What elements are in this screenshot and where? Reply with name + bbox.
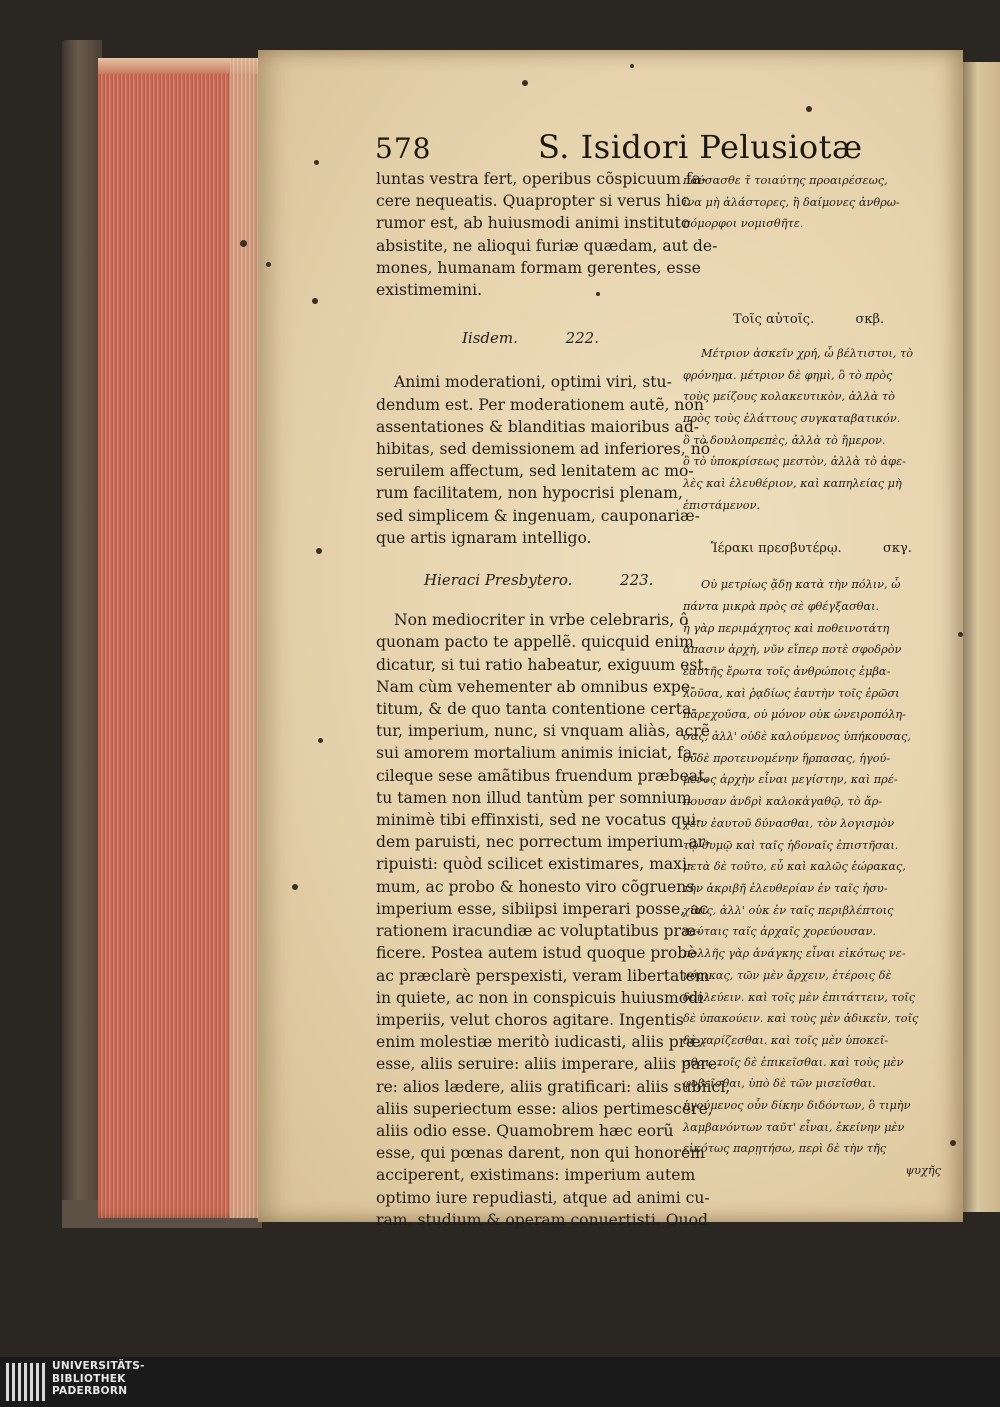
text-line: mum, ac probo & honesto viro cõgruens [376, 877, 695, 896]
text-line: tu tamen non illud tantùm per somnium [376, 788, 692, 807]
text-line: δουλεύειν. καὶ τοῖς μὲν ἐπιτάττειν, τοῖς [683, 990, 916, 1004]
text-line: οὐδὲ προτεινομένην ἥρπασας, ἡγού- [683, 751, 891, 765]
book-cover-edge [62, 40, 102, 1220]
latin-paragraph [376, 168, 718, 301]
text-line: ἡγούμενος οὖν δίκην διδόντων, ὃ τιμὴν [683, 1099, 911, 1113]
greek-paragraph [683, 343, 941, 517]
text-line: rationem iracundiæ ac voluptatibus præ- [376, 922, 701, 941]
library-name [52, 1360, 145, 1398]
text-line: ἅπασιν ἀρχὴ, νῦν εἴπερ ποτὲ σφοδρὸν [683, 643, 902, 657]
text-line: τῷ θυμῷ καὶ ταῖς ἡδοναῖς ἐπιστῆσαι. [683, 838, 899, 852]
letter-heading [376, 569, 668, 591]
library-footer [0, 1357, 1000, 1407]
text-line: existimemini. [376, 281, 483, 300]
text-line: titum, & de quo tanta contentione certa- [376, 700, 697, 719]
text-line: Οὐ μετρίως ᾄδῃ κατὰ τὴν πόλιν, ὦ [701, 578, 901, 592]
text-line: sed simplicem & ingenuam, cauponariæ- [376, 506, 700, 525]
text-line: cileque sese amãtibus fruendum præbeat, [376, 766, 710, 785]
text-line: ἵνα μὴ ἀλάστορες, ἢ δαίμονες ἀνθρω- [683, 195, 900, 209]
wormhole [630, 64, 634, 68]
text-line: νόμικας, τῶν μὲν ἄρχειν, ἑτέροις δὲ [683, 968, 892, 982]
text-line: sui amorem mortalium animis iniciat, fa- [376, 744, 698, 763]
text-line: παύσασθε τ̃ τοιαύτης προαιρέσεως, [683, 174, 888, 187]
text-line: imperiis, velut choros agitare. Ingentis [376, 1010, 684, 1029]
letter-heading [683, 309, 941, 331]
text-line: παρεχοῦσα, οὐ μόνον οὐκ ὠνειροπόλη- [683, 708, 906, 722]
text-line: τὴν ἀκριβῆ ἐλευθερίαν ἐν ταῖς ἡσυ- [683, 881, 888, 895]
page-edges-light [230, 58, 260, 1218]
text-line: acciperent, existimans: imperium autem [376, 1166, 696, 1185]
text-line: imperium esse, sibiipsi imperari posse, ac [376, 899, 709, 918]
text-line: μετὰ δὲ τοῦτο, εὖ καὶ καλῶς ἑώρακας, [683, 860, 906, 874]
text-line: ἑαυτῆς ἔρωτα τοῖς ἀνθρώποις ἐμβα- [683, 664, 891, 678]
heading-line: Τοῖς αὐτοῖς. σκβ. [733, 312, 885, 328]
text-line: χίαις, ἀλλ' οὐκ ἐν ταῖς περιβλέπτοις [683, 903, 894, 917]
heading-line: Ἱέρακι πρεσβυτέρῳ. σκγ. [711, 541, 912, 557]
greek-paragraph [683, 574, 941, 1160]
wormhole [522, 80, 528, 86]
latin-paragraph [376, 371, 711, 549]
text-line: λὲς καὶ ἐλευθέριον, καὶ καπηλείας μὴ [683, 477, 902, 491]
text-line: σας, ἀλλ' οὐδὲ καλούμενος ὑπήκουσας, [683, 730, 911, 744]
catchword [683, 1160, 941, 1182]
letter-heading [376, 327, 668, 349]
wormhole [806, 106, 812, 112]
text-line: λοῦσα, καὶ ῥᾳδίως ἑαυτὴν τοῖς ἐρῶσι [683, 686, 900, 700]
heading-line: Iisdem. 222. [462, 329, 599, 348]
text-line: dendum est. Per moderationem autẽ, non [376, 395, 704, 414]
text-line: rumor est, ab huiusmodi animi instituto [376, 214, 691, 233]
running-head: S. Isidori Pelusiotæ [538, 128, 863, 166]
text-line: λαμβανόντων ταῦτ' εἶναι, ἐκείνην μὲν [683, 1120, 905, 1134]
text-line: σθαι, τοῖς δὲ ἐπικεῖσθαι. καὶ τοὺς μὲν [683, 1055, 904, 1069]
facing-page-edge [962, 62, 1000, 1212]
text-line: absistite, ne alioqui furiæ quædam, aut de- [376, 236, 718, 255]
greek-paragraph [683, 170, 941, 235]
library-name-line: UNIVERSITÄTS- [52, 1360, 145, 1372]
wormhole [318, 738, 323, 743]
text-line: φρόνημα. μέτριον δὲ φημὶ, ὃ τὸ πρὸς [683, 368, 893, 382]
text-line: esse, qui pœnas darent, non qui honorem [376, 1144, 705, 1163]
text-line: cere nequeatis. Quapropter si verus hic [376, 192, 690, 211]
wormhole [266, 262, 271, 267]
text-line: Non mediocriter in vrbe celebraris, ô [394, 611, 689, 630]
wormhole [240, 240, 247, 247]
text-line: dicatur, si tui ratio habeatur, exiguum est. [376, 655, 709, 674]
text-line: mones, humanam formam gerentes, esse [376, 258, 701, 277]
wormhole [950, 1140, 956, 1146]
library-logo-icon [6, 1363, 46, 1401]
text-line: Animi moderationi, optimi viri, stu- [394, 373, 672, 392]
text-line: ripuisti: quòd scilicet existimares, maxi- [376, 855, 693, 874]
wormhole [958, 632, 963, 637]
text-line: εἰκότως παρῃτήσω, περὶ δὲ τὴν τῆς [683, 1142, 887, 1156]
text-line: tur, imperium, nunc, si vnquam aliàs, acrẽ [376, 722, 710, 741]
text-line: esse, aliis seruire: aliis imperare, aliis pare- [376, 1055, 723, 1074]
text-line: ταύταις ταῖς ἀρχαῖς χορεύουσαν. [683, 925, 876, 939]
text-line: luntas vestra fert, operibus cõspicuum fa- [376, 170, 707, 188]
text-line: minimè tibi effinxisti, sed ne vocatus qui- [376, 811, 702, 830]
text-line: πάντα μικρὰ πρὸς σὲ φθέγξασθαι. [683, 599, 880, 613]
text-line: μενος ἀρχὴν εἶναι μεγίστην, καὶ πρέ- [683, 773, 898, 787]
latin-paragraph [376, 609, 731, 1231]
library-name-line: BIBLIOTHEK [52, 1372, 126, 1385]
text-line: seruilem affectum, sed lenitatem ac mo- [376, 462, 694, 481]
wormhole [292, 884, 298, 890]
text-line: quonam pacto te appellẽ. quicquid enim [376, 633, 694, 652]
wormhole [312, 298, 318, 304]
text-line: δὲ ὑπακούειν. καὶ τοὺς μὲν ἀδικεῖν, τοῖς [683, 1012, 919, 1026]
text-line: ficere. Postea autem istud quoque probè [376, 944, 697, 963]
text-line: χειν ἑαυτοῦ δύνασθαι, τὸν λογισμὸν [683, 816, 895, 830]
text-line: πρὸς τοὺς ἐλάττους συγκαταβατικόν. [683, 411, 901, 425]
text-line: hibitas, sed demissionem ad inferiores, nõ [376, 440, 711, 459]
text-line: aliis odio esse. Quamobrem hæc eorũ [376, 1121, 674, 1140]
wormhole [314, 160, 319, 165]
text-line: in quiete, ac non in conspicuis huiusmodi [376, 988, 704, 1007]
text-line: ὃ τὸ δουλοπρεπὲς, ἀλλὰ τὸ ἥμερον. [683, 433, 886, 447]
text-line: aliis superiectum esse: alios pertimescere, [376, 1099, 713, 1118]
text-line: φοβεῖσθαι, ὑπὸ δὲ τῶν μισεῖσθαι. [683, 1077, 876, 1091]
library-name-line: PADERBORN [52, 1385, 128, 1397]
text-line: re: alios lædere, aliis gratificari: aliis subiici, [376, 1077, 731, 1096]
text-line: Μέτριον ἀσκεῖν χρή, ὦ βέλτιστοι, τὸ [701, 346, 914, 360]
text-line: enim molestiæ meritò iudicasti, aliis præ- [376, 1033, 707, 1052]
page-number: 578 [375, 132, 432, 165]
catchword-text: ψυχῆς [905, 1164, 941, 1178]
greek-column [683, 170, 941, 1182]
text-line: ἡ γὰρ περιμάχητος καὶ ποθεινοτάτη [683, 621, 890, 635]
text-line: ac præclarè perspexisti, veram libertatem [376, 966, 710, 985]
text-line: τοὺς μείζους κολακευτικὸν, ἀλλὰ τὸ [683, 390, 895, 404]
text-line: Nam cùm vehementer ab omnibus expe- [376, 677, 696, 696]
heading-line: Hieraci Presbytero. 223. [424, 571, 654, 590]
text-line: que artis ignaram intelligo. [376, 528, 592, 547]
text-line: optimo iure repudiasti, atque ad animi cu- [376, 1188, 710, 1207]
text-line: dem paruisti, nec porrectum imperium ar- [376, 833, 711, 852]
letter-heading [683, 538, 941, 560]
text-line: ὃ τὸ ὑποκρίσεως μεστὸν, ἀλλὰ τὸ ἀφε- [683, 455, 906, 469]
text-line: ram, studium & operam conuertisti. Quod [376, 1210, 708, 1229]
text-line: δὲ χαρίζεσθαι. καὶ τοῖς μὲν ὑποκεῖ- [683, 1033, 889, 1047]
text-line: πουσαν ἀνδρὶ καλοκἀγαθῷ, τὸ ἄρ- [683, 795, 883, 809]
text-line: πόμορφοι νομισθῆτε. [683, 217, 804, 231]
text-line: ἐπιστάμενον. [683, 498, 761, 512]
text-line: rum facilitatem, non hypocrisi plenam, [376, 484, 683, 503]
text-line: assentationes & blanditias maioribus ad- [376, 417, 700, 436]
text-line: πολλῆς γὰρ ἀνάγκης εἶναι εἰκότως νε- [683, 947, 906, 961]
wormhole [316, 548, 322, 554]
